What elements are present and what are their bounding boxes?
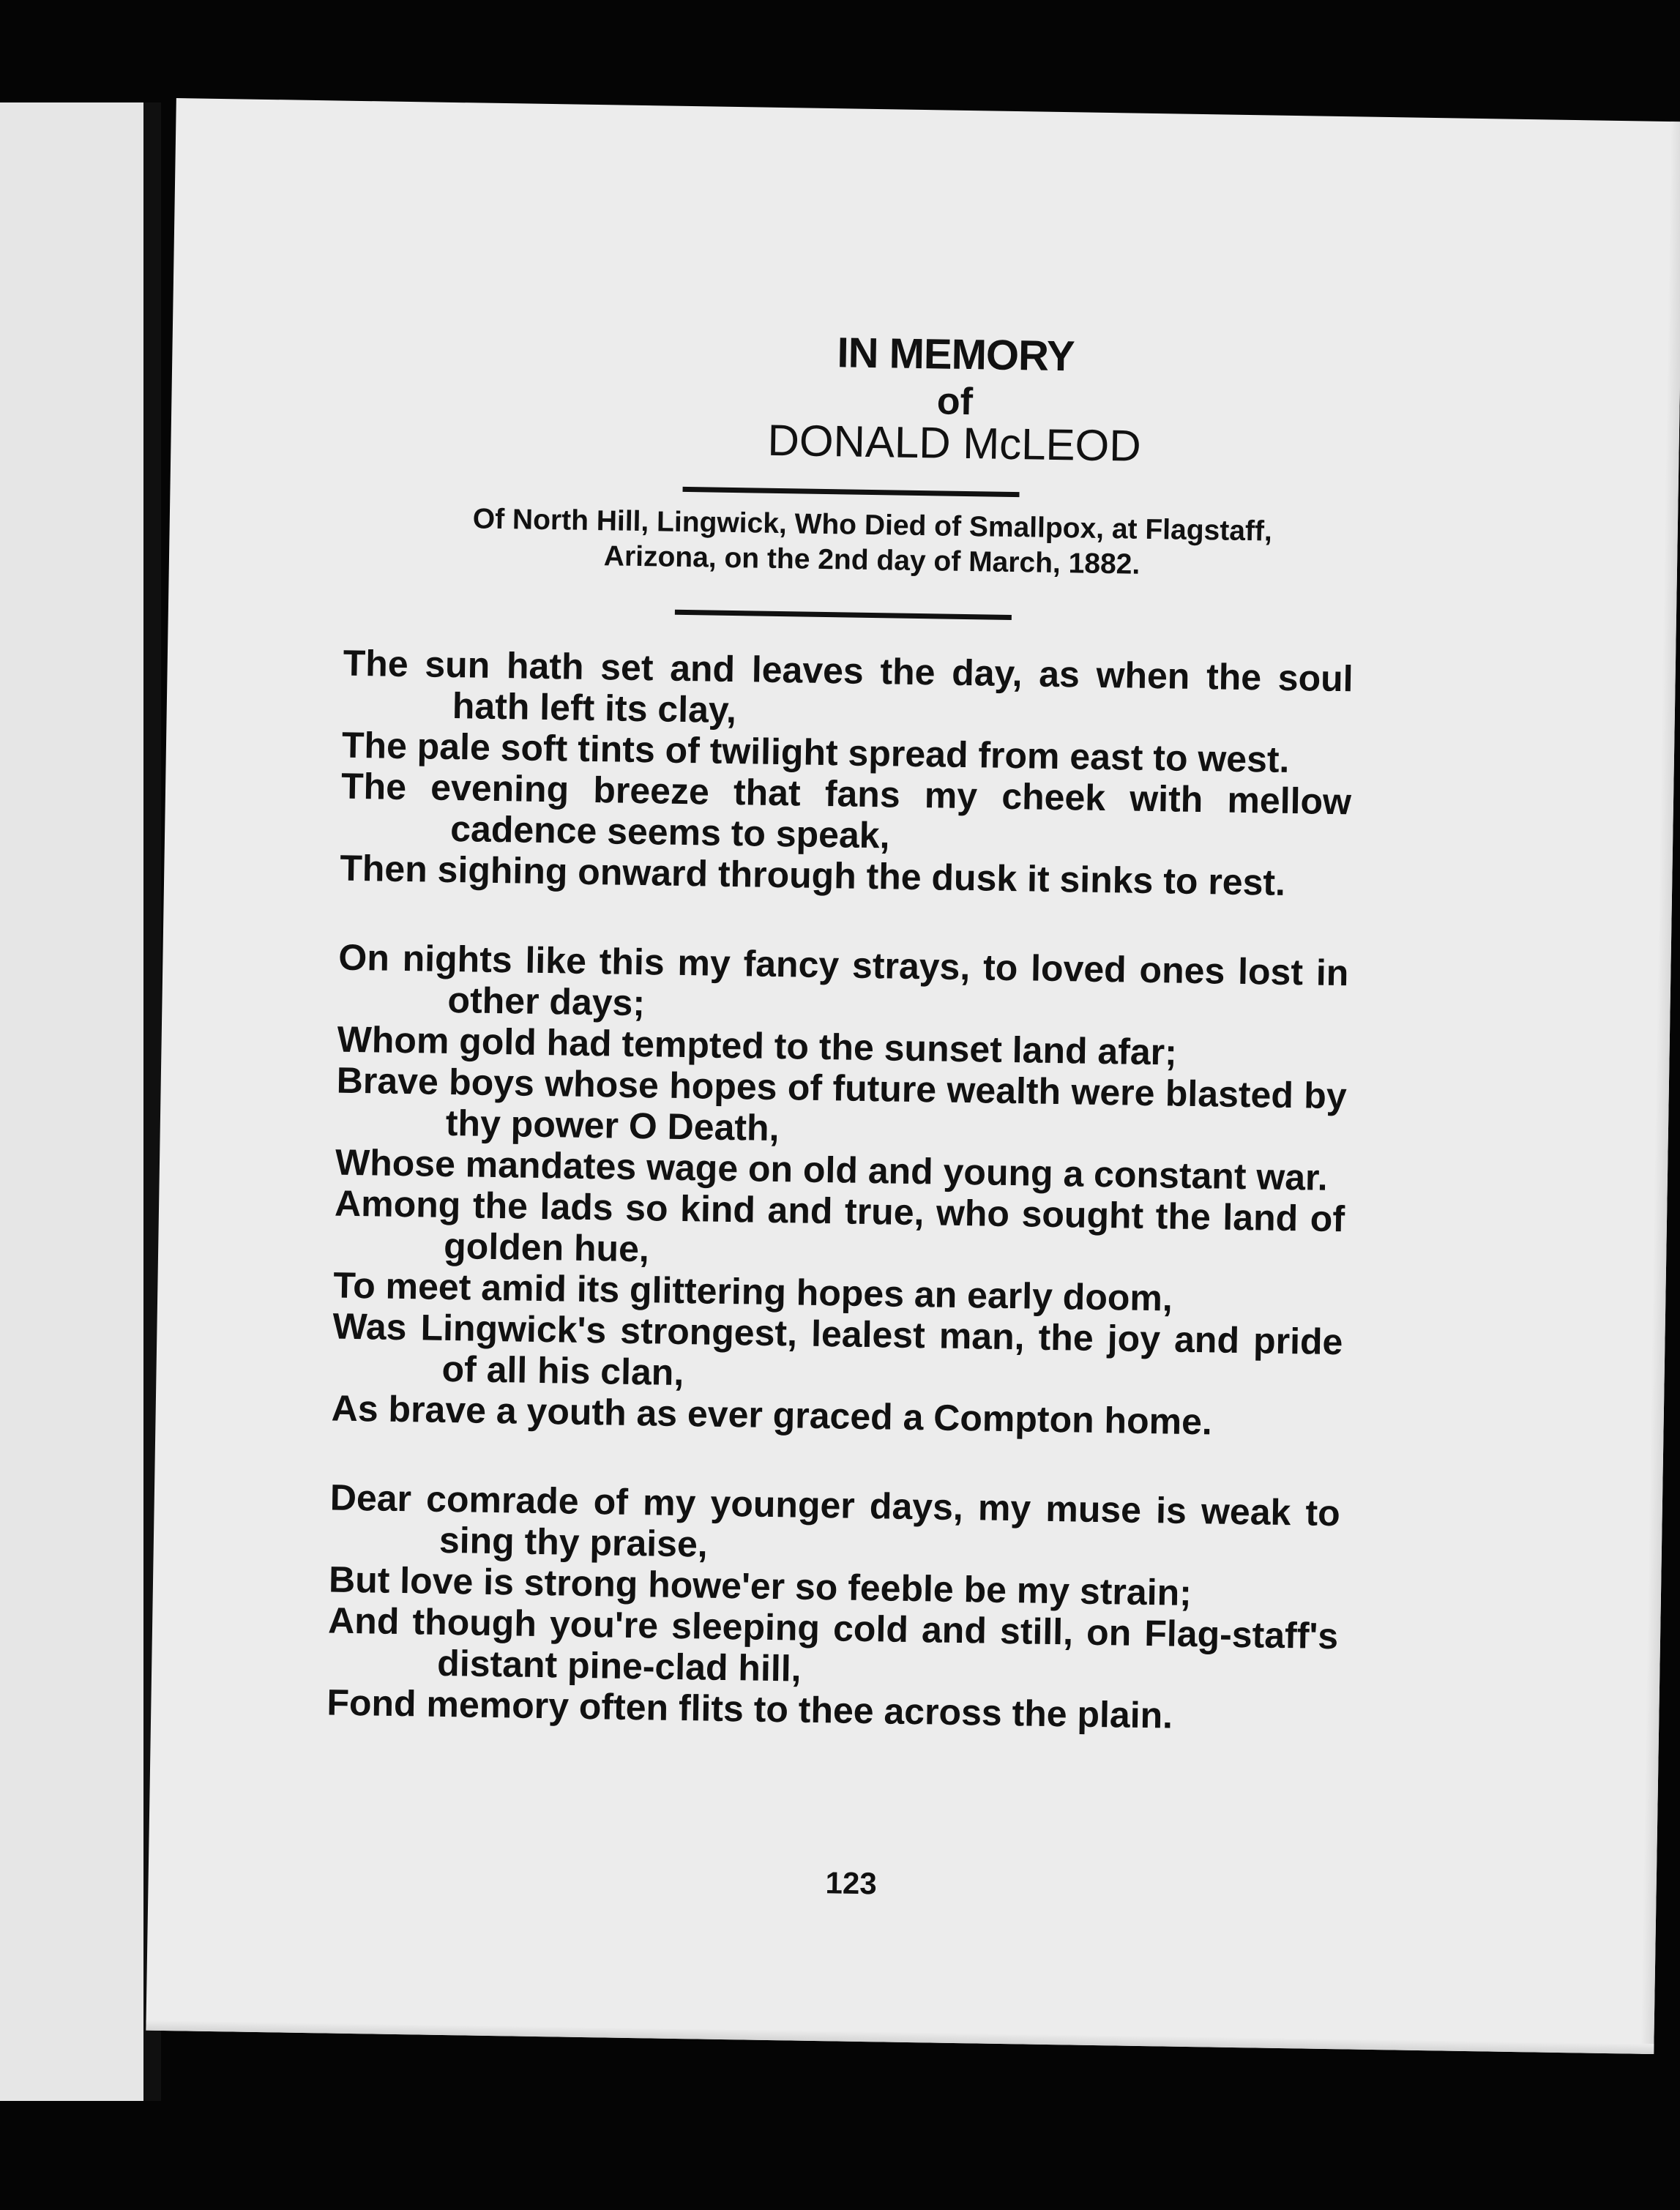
verse-line: As brave a youth as ever graced a Compton home. [331,1387,1213,1443]
verse-line: Dear comrade of my younger days, my muse is weak to sing thy praise, [329,1477,1341,1565]
stanza-2 [331,937,1348,1445]
verse-line: The sun hath set and leaves the day, as when the soul hath left its clay, [343,642,1354,731]
title-connector: of [936,380,974,424]
title-name: DONALD McLEOD [767,415,1142,471]
subtitle [352,500,1392,586]
verse-line: Whose mandates wage on old and young a constant war. [335,1141,1329,1198]
divider-rule-top [682,487,1019,497]
poem-body [326,643,1354,1787]
verse-line: Whom gold had tempted to the sunset land afar; [337,1018,1178,1073]
divider-rule-bottom [675,610,1012,620]
page-number: 123 [825,1865,878,1901]
subtitle-line-1: Of North Hill, Lingwick, Who Died of Smallpox, at Flagstaff, [472,503,1273,548]
left-page-margin [0,102,152,2101]
verse-line: And though you're sleeping cold and still, on Flag-staff's distant pine-clad hill, [327,1599,1339,1690]
subtitle-line-2: Arizona, on the 2nd day of March, 1882. [603,540,1140,581]
verse-line: Among the lads so kind and true, who sought the land of golden hue, [334,1182,1345,1270]
stanza-3 [326,1477,1340,1739]
verse-line: Brave boys whose hopes of future wealth were blasted by thy power O Death, [336,1059,1348,1149]
verse-line: Then sighing onward through the dusk it sinks to rest. [339,847,1286,903]
book-page [146,98,1680,2054]
verse-line: To meet amid its glittering hopes an early doom, [332,1264,1173,1319]
stanza-1 [340,643,1354,905]
page-title: IN MEMORY [837,329,1075,381]
page-bottom-shadow [146,2020,1654,2054]
verse-line: On nights like this my fancy strays, to loved ones lost in other days; [338,936,1349,1024]
verse-line: Was Lingwick's strongest, lealest man, the joy and pride of all his clan, [332,1305,1343,1394]
verse-line: The pale soft tints of twilight spread from east to west. [341,724,1290,780]
verse-line: The evening breeze that fans my cheek with mellow cadence seems to speak, [340,765,1352,856]
verse-line: But love is strong howe'er so feeble be my strain; [328,1558,1192,1614]
verse-line: Fond memory often flits to thee across the plain. [326,1681,1173,1736]
